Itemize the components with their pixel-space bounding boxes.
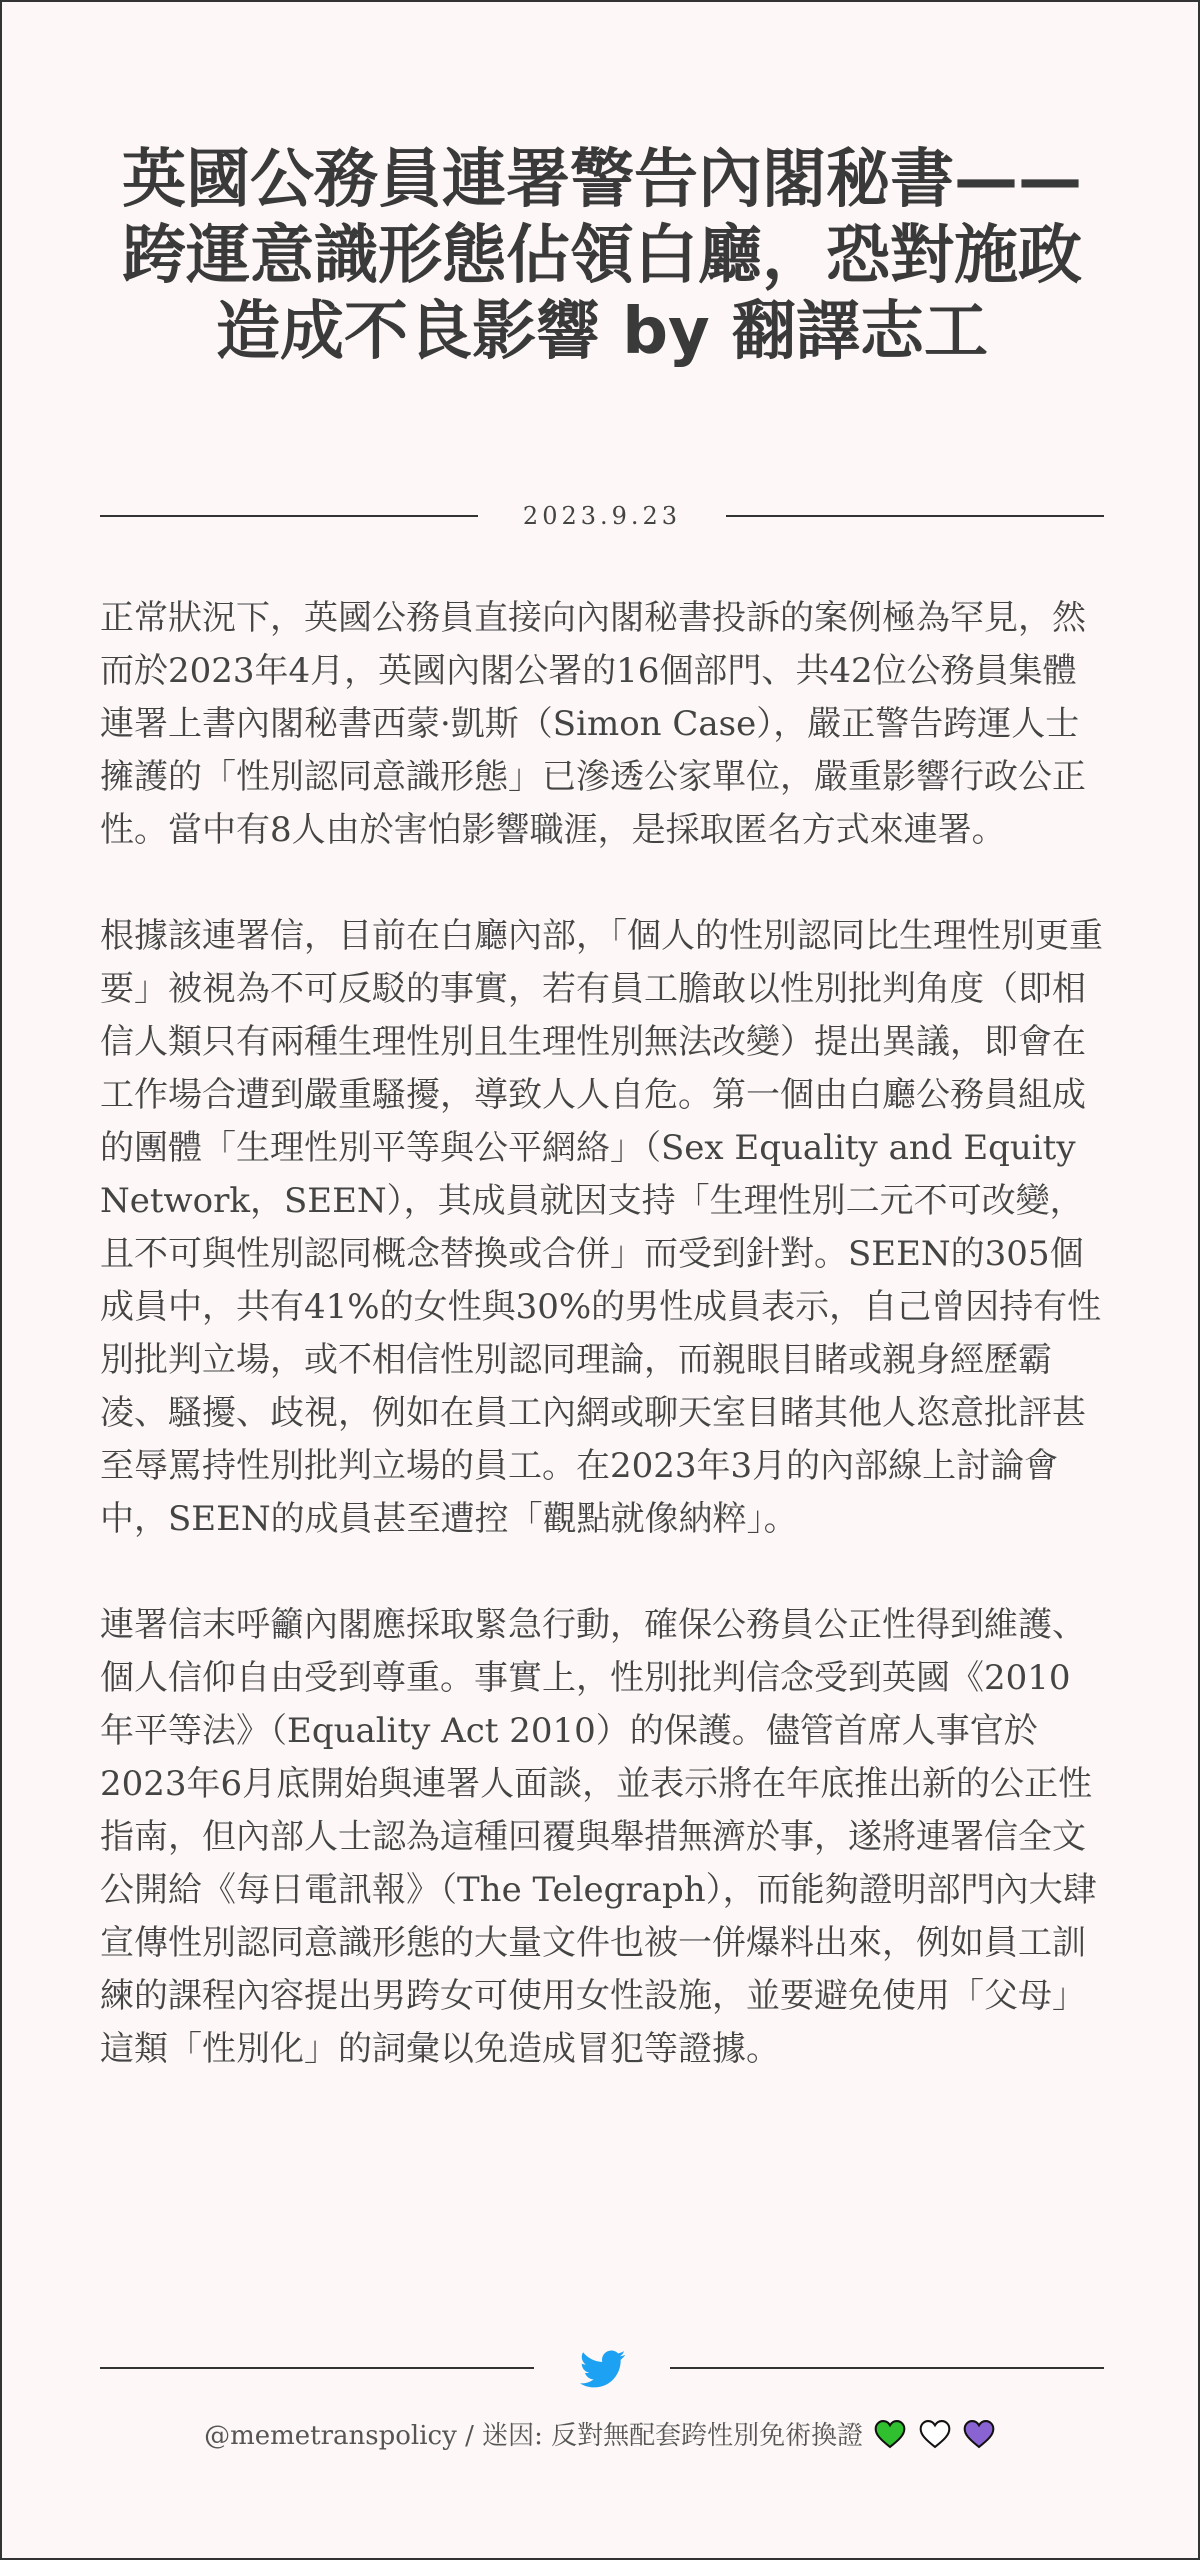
article-title: 英國公務員連署警告內閣秘書——跨運意識形態佔領白廳，恐對施政造成不良影響 by 翻譯志工 <box>122 143 1082 369</box>
twitter-bird-icon[interactable] <box>575 2345 629 2393</box>
green-heart-icon <box>873 2419 907 2449</box>
footer-divider-right <box>670 2367 1104 2369</box>
purple-heart-icon <box>962 2419 996 2449</box>
date-row <box>100 496 1104 536</box>
credit-text: @memetranspolicy / 迷因: 反對無配套跨性別免術換證 <box>204 2421 864 2451</box>
paragraph-1: 正常狀況下，英國公務員直接向內閣秘書投訴的案例極為罕見，然而於2023年4月，英國內閣公署的16個部門、共42位公務員集體連署上書內閣秘書西蒙·凱斯（Simon Case），嚴正警告跨運人士擁護的「性別認同意識形態」已滲透公家單位，嚴重影響行政公正性。當中有8人由於害怕影響職涯，是採取匿名方式來連署。 <box>100 598 1086 850</box>
divider-left <box>100 515 478 517</box>
article-date: 2023.9.23 <box>522 502 682 530</box>
paragraph-2: 根據該連署信，目前在白廳內部，「個人的性別認同比生理性別更重要」被視為不可反駁的事實，若有員工膽敢以性別批判角度（即相信人類只有兩種生理性別且生理性別無法改變）提出異議，即會在工作場合遭到嚴重騷擾，導致人人自危。第一個由白廳公務員組成的團體「生理性別平等與公平網絡」（Sex Equality and Equity Network，SEEN），其成員就因支持「生理性別二元不可改變，且不可與性別認同概念替換或合併」而受到針對。SEEN的305個成員中，共有41%的女性與30%的男性成員表示，自己曾因持有性別批判立場，或不相信性別認同理論，而親眼目睹或親身經歷霸凌、騷擾、歧視，例如在員工內網或聊天室目睹其他人恣意批評甚至辱罵持性別批判立場的員工。在2023年3月的內部線上討論會中，SEEN的成員甚至遭控「觀點就像納粹」。 <box>100 916 1103 1539</box>
footer-divider-row <box>100 2345 1104 2393</box>
footer-credit <box>2 2412 1198 2460</box>
divider-right <box>726 515 1104 517</box>
white-heart-icon <box>918 2419 952 2449</box>
footer-divider-left <box>100 2367 534 2369</box>
article-body <box>100 592 1110 2076</box>
paragraph-3: 連署信末呼籲內閣應採取緊急行動，確保公務員公正性得到維護、個人信仰自由受到尊重。事實上，性別批判信念受到英國《2010 年平等法》（Equality Act 2010）的保護。儘管首席人事官於2023年6月底開始與連署人面談，並表示將在年底推出新的公正性指南，但內部人士認為這種回覆與舉措無濟於事，遂將連署信全文公開給《每日電訊報》（The Telegraph），而能夠證明部門內大肆宣傳性別認同意識形態的大量文件也被一併爆料出來，例如員工訓練的課程內容提出男跨女可使用女性設施，並要避免使用「父母」這類「性別化」的詞彙以免造成冒犯等證據。 <box>100 1605 1097 2069</box>
